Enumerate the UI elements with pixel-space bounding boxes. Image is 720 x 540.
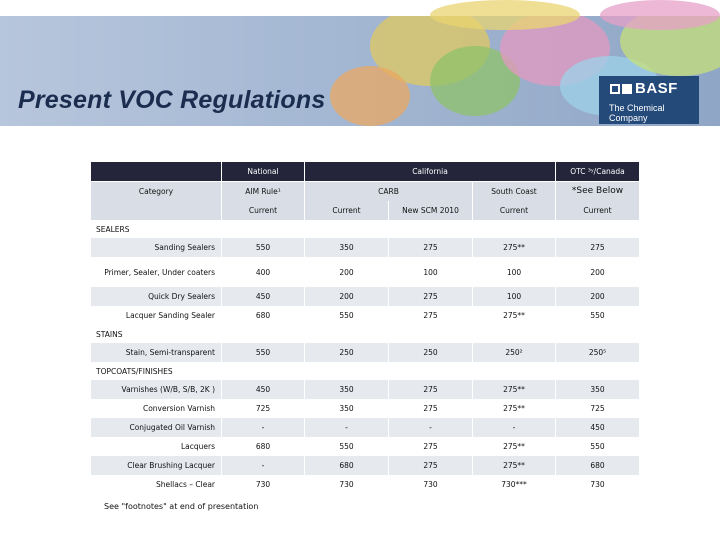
cell-carb: 680	[305, 456, 388, 475]
cell-carb: 550	[339, 311, 354, 320]
cell-national: 450	[222, 380, 304, 399]
cell-carb: -	[305, 418, 388, 437]
cell-national: 550	[222, 343, 304, 362]
table-header-current	[91, 201, 639, 220]
cell-new-scm: -	[389, 418, 472, 437]
cell-south-coast: 275**	[503, 404, 525, 413]
paint-splash-decoration	[430, 0, 580, 30]
row-category: Primer, Sealer, Under coaters	[104, 267, 215, 277]
header-category: Category	[91, 182, 221, 201]
row-category: Stain, Semi-transparent	[91, 343, 221, 362]
cell-national: -	[222, 418, 304, 437]
cell-national: 550	[222, 238, 304, 257]
voc-table	[91, 162, 639, 494]
cell-carb: 350	[305, 380, 388, 399]
cell-south-coast: 275**	[473, 380, 555, 399]
logo-square-icon	[610, 84, 620, 94]
table-row	[91, 380, 639, 399]
section-stains: STAINS	[91, 325, 639, 343]
header-see-below: *See Below	[556, 182, 639, 201]
table-row	[91, 343, 639, 362]
paint-splash-decoration	[600, 0, 720, 30]
row-category: Conjugated Oil Varnish	[91, 418, 221, 437]
basf-logo	[599, 76, 699, 124]
row-category: Quick Dry Sealers	[91, 287, 221, 306]
table-row	[91, 287, 639, 306]
table-row	[91, 437, 639, 456]
table-row	[91, 418, 639, 437]
cell-south-coast: 275**	[473, 238, 555, 257]
paint-splash-decoration	[330, 66, 410, 126]
cell-new-scm: 275	[389, 456, 472, 475]
cell-otc: 450	[556, 418, 639, 437]
row-category: Lacquer Sanding Sealer	[125, 311, 215, 320]
footnote-text: See "footnotes" at end of presentation	[104, 502, 259, 511]
header-california: California	[305, 162, 555, 181]
cell-otc: 250⁵	[556, 343, 639, 362]
cell-otc: 680	[556, 456, 639, 475]
cell-carb: 200	[305, 287, 388, 306]
cell-national: 730	[255, 480, 271, 489]
cell-national: 400	[255, 267, 271, 277]
cell-south-coast: 100	[473, 287, 555, 306]
logo-square-icon	[622, 84, 632, 94]
row-category: Conversion Varnish	[142, 404, 215, 413]
cell-south-coast: 275**	[473, 456, 555, 475]
cell-national: 680	[255, 311, 271, 320]
cell-national: 725	[255, 404, 271, 413]
cell-new-scm: 100	[423, 267, 438, 277]
logo-brand: BASF	[635, 80, 678, 97]
section-sealers: SEALERS	[91, 220, 639, 238]
table-row	[91, 399, 639, 418]
cell-new-scm: 275	[389, 238, 472, 257]
cell-otc: 350	[556, 380, 639, 399]
cell-carb: 550	[339, 442, 354, 451]
cell-carb: 730	[339, 480, 354, 489]
cell-carb: 250	[305, 343, 388, 362]
cell-national: 680	[255, 442, 271, 451]
cell-south-coast: 275**	[503, 442, 525, 451]
table-row	[91, 475, 639, 494]
header-current-carb: Current	[305, 201, 388, 220]
cell-otc: 730	[590, 480, 605, 489]
cell-carb: 200	[339, 267, 354, 277]
cell-south-coast: 250²	[473, 343, 555, 362]
cell-otc: 550	[590, 311, 605, 320]
cell-south-coast: 100	[506, 267, 522, 277]
header-current-national: Current	[222, 201, 304, 220]
page-title: Present VOC Regulations	[18, 86, 326, 114]
header-blank	[91, 201, 221, 220]
header-otc: OTC ³ʸ/Canada	[556, 162, 639, 181]
section-topcoats: TOPCOATS/FINISHES	[91, 362, 639, 380]
table-row	[91, 306, 639, 325]
header-new-scm: New SCM 2010	[389, 201, 472, 220]
header-current-south-coast: Current	[473, 201, 555, 220]
cell-new-scm: 730	[423, 480, 438, 489]
header-blank	[91, 162, 221, 181]
cell-carb: 350	[305, 238, 388, 257]
cell-national: 450	[222, 287, 304, 306]
cell-new-scm: 275	[423, 442, 438, 451]
header-aim: AIM Rule¹	[222, 182, 304, 201]
cell-new-scm: 275	[389, 380, 472, 399]
cell-new-scm: 275	[423, 404, 438, 413]
header-south-coast: South Coast	[473, 182, 555, 201]
cell-otc: 550	[590, 442, 605, 451]
table-row	[91, 456, 639, 475]
section-row	[91, 220, 639, 238]
cell-new-scm: 275	[423, 311, 438, 320]
table-row	[91, 238, 639, 257]
cell-new-scm: 275	[389, 287, 472, 306]
section-row	[91, 362, 639, 380]
cell-south-coast: -	[473, 418, 555, 437]
cell-south-coast: 730***	[501, 480, 527, 489]
cell-otc: 200	[590, 267, 605, 277]
logo-tagline: The Chemical Company	[609, 103, 665, 123]
cell-carb: 350	[339, 404, 354, 413]
cell-new-scm: 250	[389, 343, 472, 362]
row-category: Sanding Sealers	[91, 238, 221, 257]
header-national: National	[222, 162, 304, 181]
cell-otc: 275	[556, 238, 639, 257]
cell-south-coast: 275**	[503, 311, 525, 320]
table-row	[91, 257, 639, 287]
row-category: Varnishes (W/B, S/B, 2K )	[91, 380, 221, 399]
table-header-group	[91, 162, 639, 181]
row-category: Lacquers	[180, 442, 215, 451]
header-carb: CARB	[305, 182, 472, 201]
row-category: Shellacs – Clear	[155, 480, 215, 489]
table-header-sub	[91, 182, 639, 201]
cell-otc: 725	[590, 404, 605, 413]
header-current-otc: Current	[556, 201, 639, 220]
row-category: Clear Brushing Lacquer	[91, 456, 221, 475]
section-row	[91, 325, 639, 343]
cell-national: -	[222, 456, 304, 475]
cell-otc: 200	[556, 287, 639, 306]
